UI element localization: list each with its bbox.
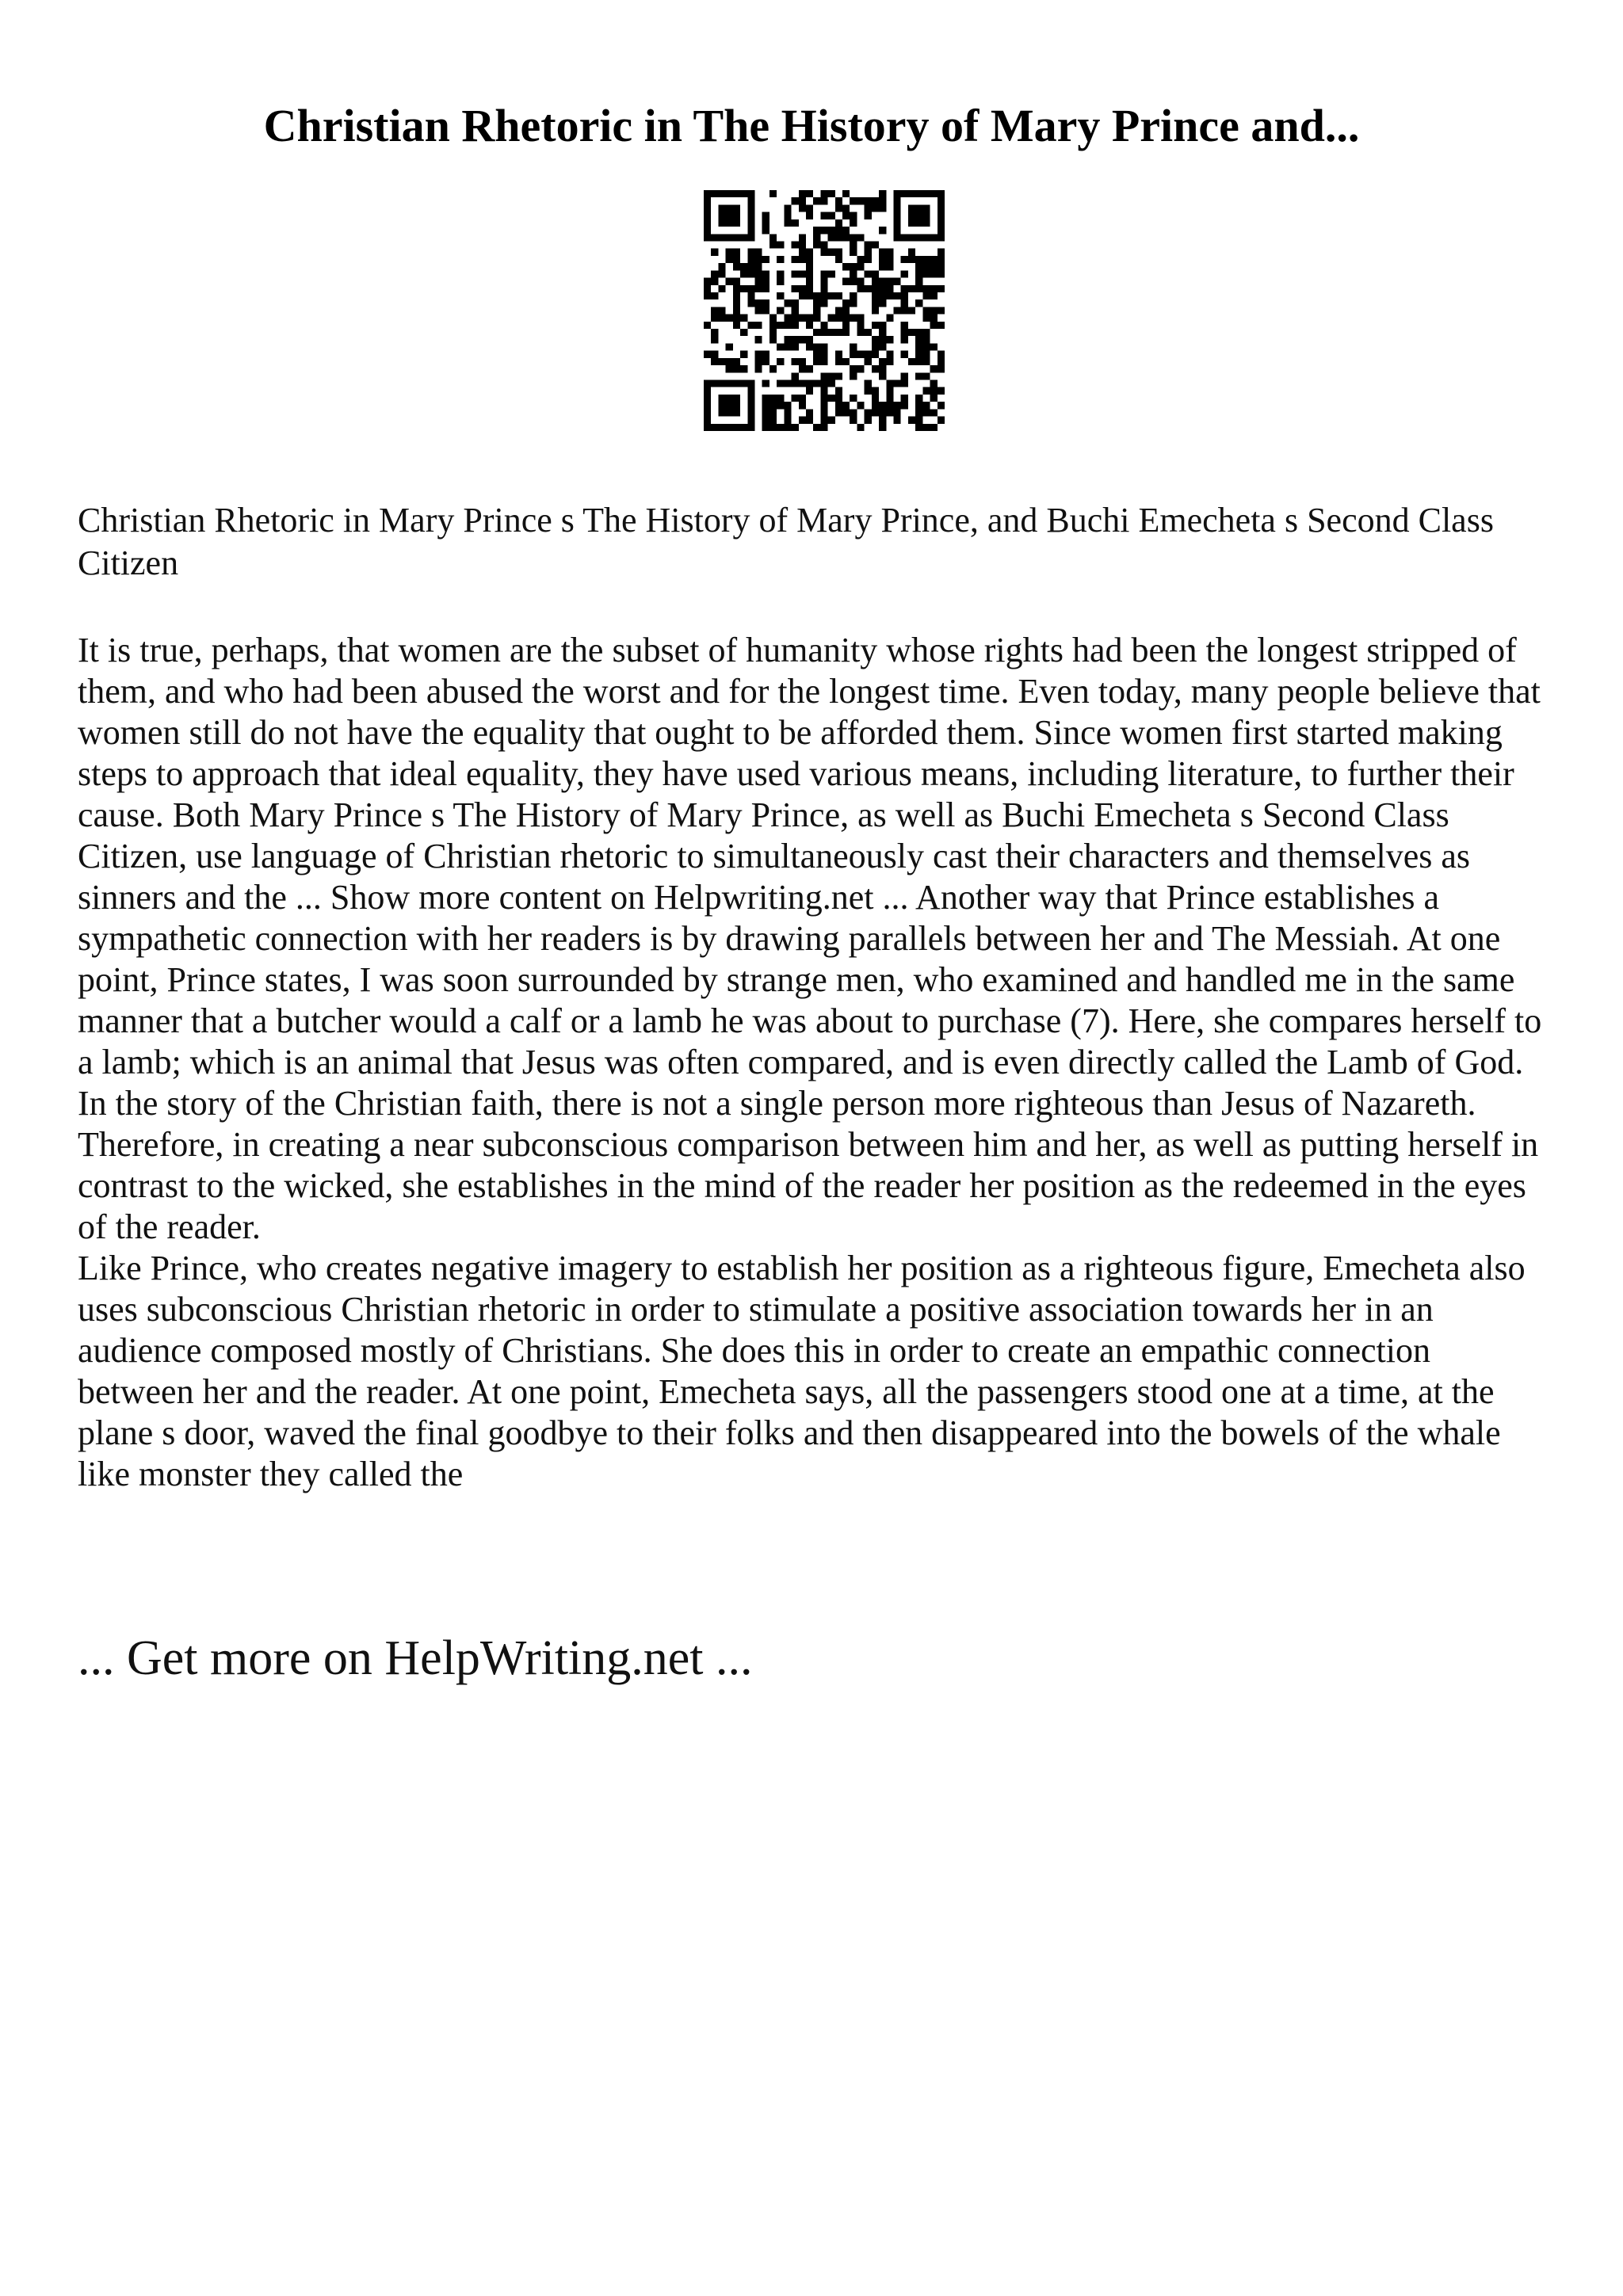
get-more-link[interactable]: ... Get more on HelpWriting.net ... [78, 1631, 753, 1685]
qr-code-icon [704, 190, 945, 431]
document-subtitle: Christian Rhetoric in Mary Prince s The History of Mary Prince, and Buchi Emecheta s Second Class Citizen [78, 501, 1494, 582]
article-body [78, 630, 1549, 1495]
paragraph: Like Prince, who creates negative imagery to establish her position as a righteous figure, Emecheta also uses subconscious Christian rhetoric in order to stimulate a positive association towards her in an audience composed mostly of Christians. She does this in order to create an empathic connection between her and the reader. At one point, Emecheta says, all the passengers stood one at a time, at the plane s door, waved the final goodbye to their folks and then disappeared into the bowels of the whale like monster they called the [78, 1249, 1526, 1493]
document-title: Christian Rhetoric in The History of Mary Prince and... [263, 100, 1360, 151]
paragraph: It is true, perhaps, that women are the subset of humanity whose rights had been the longest stripped of them, and who had been abused the worst and for the longest time. Even today, many people believe that women still do not have the equality that ought to be afforded them. Since women first started making steps to approach that ideal equality, they have used various means, including literature, to further their cause. Both Mary Prince s The History of Mary Prince, as well as Buchi Emecheta s Second Class Citizen, use language of Christian rhetoric to simultaneously cast their characters and themselves as sinners and the ... Show more content on Helpwriting.net ... Another way that Prince establishes a sympathetic connection with her readers is by drawing parallels between her and The Messiah. At one point, Prince states, I was soon surrounded by strange men, who examined and handled me in the same manner that a butcher would a calf or a lamb he was about to purchase (7). Here, she compares herself to a lamb; which is an animal that Jesus was often compared, and is even directly called the Lamb of God. In the story of the Christian faith, there is not a single person more righteous than Jesus of Nazareth. Therefore, in creating a near subconscious comparison between him and her, as well as putting herself in contrast to the wicked, she establishes in the mind of the reader her position as the redeemed in the eyes of the reader. [78, 631, 1542, 1246]
